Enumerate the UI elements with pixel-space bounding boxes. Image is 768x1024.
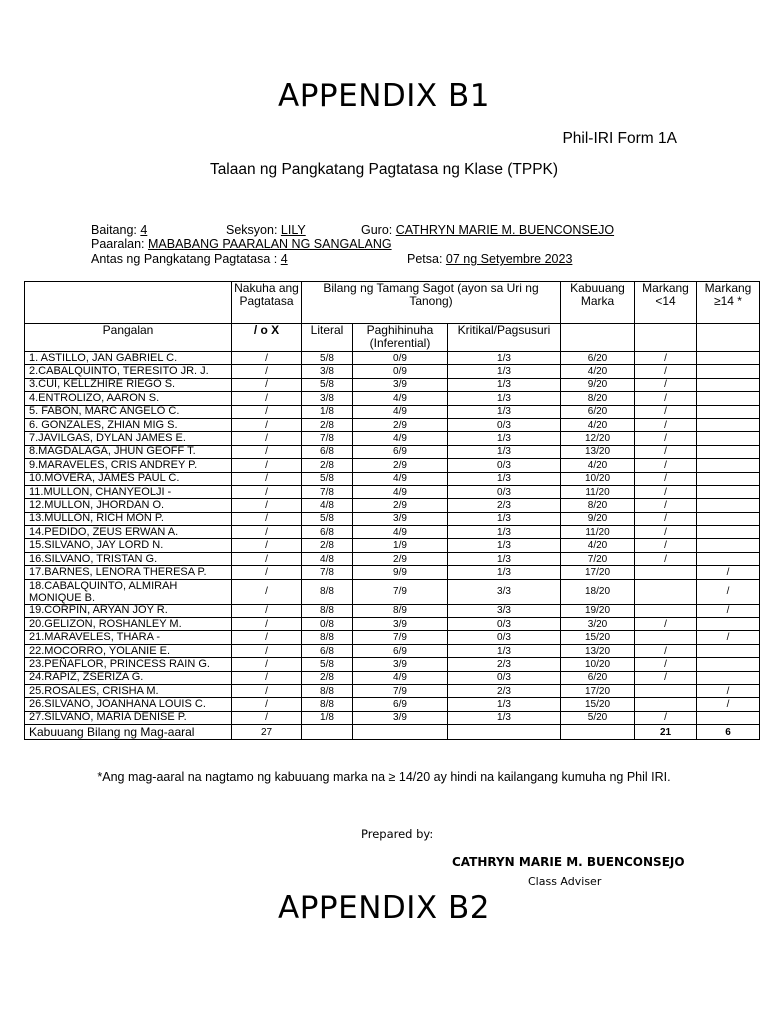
taken-mark: / [232,352,302,365]
critical-score: 3/3 [448,579,561,604]
grade-label: Baitang: [91,223,137,237]
total-score: 13/20 [561,445,635,458]
totals-cell-empty [302,725,353,740]
at-least-14-mark: / [697,566,760,579]
student-row [25,631,760,644]
literal-score: 4/8 [302,552,353,565]
inferential-score: 2/9 [353,418,448,431]
header-kritikal: Kritikal/Pagsusuri [448,324,561,352]
literal-score: 8/8 [302,579,353,604]
inferential-score: 4/9 [353,472,448,485]
header-markang-ge14: Markang ≥14 * [697,282,760,324]
appendix-b1-heading: APPENDIX B1 [278,78,490,114]
inferential-score: 2/9 [353,459,448,472]
critical-score: 0/3 [448,485,561,498]
critical-score: 1/3 [448,512,561,525]
literal-score: 6/8 [302,644,353,657]
total-score: 6/20 [561,671,635,684]
below-14-mark [635,698,697,711]
totals-cell-empty [448,725,561,740]
at-least-14-mark [697,644,760,657]
student-name: 21.MARAVELES, THARA - [25,631,232,644]
critical-score: 1/3 [448,566,561,579]
literal-score: 7/8 [302,566,353,579]
info-row-level [91,252,691,266]
at-least-14-mark [697,671,760,684]
inferential-score: 3/9 [353,618,448,631]
below-14-mark: / [635,485,697,498]
critical-score: 1/3 [448,472,561,485]
student-row [25,512,760,525]
inferential-score: 7/9 [353,631,448,644]
header-blank [25,282,232,324]
student-name: 3.CUI, KELLZHIRE RIEGO S. [25,378,232,391]
student-row [25,352,760,365]
taken-mark: / [232,378,302,391]
student-name: 14.PEDIDO, ZEUS ERWAN A. [25,526,232,539]
literal-score: 7/8 [302,432,353,445]
below-14-mark [635,604,697,617]
student-name: 4.ENTROLIZO, AARON S. [25,392,232,405]
total-score: 6/20 [561,352,635,365]
inferential-score: 3/9 [353,378,448,391]
literal-score: 5/8 [302,352,353,365]
adviser-name: CATHRYN MARIE M. BUENCONSEJO [452,855,685,869]
critical-score: 0/3 [448,418,561,431]
inferential-score: 4/9 [353,526,448,539]
critical-score: 0/3 [448,631,561,644]
at-least-14-mark [697,485,760,498]
school-value: MABABANG PAARALAN NG SANGALANG [148,237,392,251]
student-row [25,711,760,724]
taken-mark: / [232,644,302,657]
literal-score: 5/8 [302,472,353,485]
student-row [25,418,760,431]
taken-mark: / [232,405,302,418]
critical-score: 1/3 [448,365,561,378]
taken-mark: / [232,472,302,485]
below-14-mark [635,631,697,644]
literal-score: 3/8 [302,392,353,405]
taken-mark: / [232,711,302,724]
at-least-14-mark [697,472,760,485]
total-score: 15/20 [561,631,635,644]
taken-mark: / [232,445,302,458]
taken-mark: / [232,552,302,565]
student-row [25,459,760,472]
total-score: 18/20 [561,579,635,604]
at-least-14-mark [697,459,760,472]
total-score: 4/20 [561,365,635,378]
student-row [25,644,760,657]
critical-score: 1/3 [448,552,561,565]
taken-mark: / [232,526,302,539]
total-score: 10/20 [561,472,635,485]
taken-mark: / [232,418,302,431]
taken-mark: / [232,618,302,631]
critical-score: 2/3 [448,684,561,697]
totals-cell-empty [561,725,635,740]
critical-score: 0/3 [448,618,561,631]
student-name: 25.ROSALES, CRISHA M. [25,684,232,697]
critical-score: 2/3 [448,499,561,512]
student-row [25,378,760,391]
student-name: 20.GELIZON, ROSHANLEY M. [25,618,232,631]
student-row [25,618,760,631]
prepared-by-label: Prepared by: [361,827,434,841]
taken-mark: / [232,566,302,579]
student-row [25,445,760,458]
inferential-score: 6/9 [353,445,448,458]
literal-score: 5/8 [302,512,353,525]
literal-score: 1/8 [302,405,353,418]
student-name: 10.MOVERA, JAMES PAUL C. [25,472,232,485]
form-code: Phil-IRI Form 1A [562,130,677,147]
school-label: Paaralan: [91,237,145,251]
student-row [25,658,760,671]
at-least-14-mark [697,352,760,365]
at-least-14-mark [697,539,760,552]
critical-score: 1/3 [448,698,561,711]
total-score: 11/20 [561,526,635,539]
at-least-14-mark: / [697,604,760,617]
student-name: 18.CABALQUINTO, ALMIRAH MONIQUE B. [25,579,232,604]
student-row [25,604,760,617]
student-name: 12.MULLON, JHORDAN O. [25,499,232,512]
date-label: Petsa: [407,252,443,266]
header-paghihinuha: Paghihinuha (Inferential) [353,324,448,352]
literal-score: 6/8 [302,445,353,458]
teacher-value: CATHRYN MARIE M. BUENCONSEJO [395,223,615,237]
total-score: 3/20 [561,618,635,631]
at-least-14-mark [697,365,760,378]
student-name: 16.SILVANO, TRISTAN G. [25,552,232,565]
totals-ge14: 6 [697,725,760,740]
level-label: Antas ng Pangkatang Pagtatasa : [91,252,278,266]
inferential-score: 7/9 [353,579,448,604]
totals-row [25,725,760,740]
header-blank [697,324,760,352]
total-score: 17/20 [561,684,635,697]
literal-score: 3/8 [302,365,353,378]
below-14-mark [635,566,697,579]
total-score: 13/20 [561,644,635,657]
below-14-mark [635,579,697,604]
inferential-score: 3/9 [353,512,448,525]
footnote: *Ang mag-aaral na nagtamo ng kabuuang marka na ≥ 14/20 ay hindi na kailangang kumuha ng Phil IRI. [97,770,671,784]
below-14-mark: / [635,711,697,724]
at-least-14-mark [697,526,760,539]
below-14-mark: / [635,472,697,485]
inferential-score: 2/9 [353,499,448,512]
header-bilang: Bilang ng Tamang Sagot (ayon sa Uri ng Tanong) [302,282,561,324]
taken-mark: / [232,604,302,617]
below-14-mark [635,684,697,697]
literal-score: 4/8 [302,499,353,512]
student-name: 13.MULLON, RICH MON P. [25,512,232,525]
below-14-mark: / [635,392,697,405]
below-14-mark: / [635,526,697,539]
student-row [25,579,760,604]
taken-mark: / [232,579,302,604]
taken-mark: / [232,684,302,697]
below-14-mark: / [635,418,697,431]
header-o-x: / o X [232,324,302,352]
taken-mark: / [232,432,302,445]
inferential-score: 4/9 [353,432,448,445]
header-nakuha: Nakuha ang Pagtatasa [232,282,302,324]
student-row [25,432,760,445]
header-literal: Literal [302,324,353,352]
literal-score: 5/8 [302,658,353,671]
adviser-role: Class Adviser [528,875,602,888]
literal-score: 2/8 [302,539,353,552]
level-field [91,252,288,266]
below-14-mark: / [635,658,697,671]
student-name: 23.PEÑAFLOR, PRINCESS RAIN G. [25,658,232,671]
inferential-score: 8/9 [353,604,448,617]
student-row [25,392,760,405]
at-least-14-mark: / [697,631,760,644]
header-markang-lt14: Markang <14 [635,282,697,324]
literal-score: 8/8 [302,684,353,697]
critical-score: 1/3 [448,711,561,724]
literal-score: 8/8 [302,631,353,644]
at-least-14-mark [697,392,760,405]
student-row [25,671,760,684]
inferential-score: 6/9 [353,644,448,657]
student-name: 27.SILVANO, MARIA DENISE P. [25,711,232,724]
below-14-mark: / [635,644,697,657]
at-least-14-mark [697,418,760,431]
at-least-14-mark [697,552,760,565]
taken-mark: / [232,658,302,671]
at-least-14-mark: / [697,684,760,697]
total-score: 9/20 [561,378,635,391]
literal-score: 6/8 [302,526,353,539]
header-blank [635,324,697,352]
student-name: 7.JAVILGAS, DYLAN JAMES E. [25,432,232,445]
at-least-14-mark [697,378,760,391]
section-label: Seksyon: [226,223,278,237]
student-name: 24.RAPIZ, ZSERIZA G. [25,671,232,684]
student-row [25,405,760,418]
header-kabuuang: Kabuuang Marka [561,282,635,324]
total-score: 6/20 [561,405,635,418]
level-value: 4 [280,252,288,266]
total-score: 4/20 [561,539,635,552]
critical-score: 1/3 [448,539,561,552]
critical-score: 3/3 [448,604,561,617]
below-14-mark: / [635,459,697,472]
inferential-score: 0/9 [353,352,448,365]
taken-mark: / [232,631,302,644]
inferential-score: 7/9 [353,684,448,697]
inferential-score: 3/9 [353,658,448,671]
total-score: 4/20 [561,418,635,431]
literal-score: 2/8 [302,671,353,684]
student-row [25,526,760,539]
student-row [25,365,760,378]
critical-score: 1/3 [448,445,561,458]
inferential-score: 4/9 [353,485,448,498]
inferential-score: 4/9 [353,392,448,405]
totals-taken: 27 [232,725,302,740]
total-score: 19/20 [561,604,635,617]
info-row-school [91,237,392,251]
at-least-14-mark [697,658,760,671]
inferential-score: 9/9 [353,566,448,579]
student-name: 19.CORPIN, ARYAN JOY R. [25,604,232,617]
at-least-14-mark: / [697,698,760,711]
date-value: 07 ng Setyembre 2023 [445,252,573,266]
literal-score: 2/8 [302,418,353,431]
student-row [25,552,760,565]
critical-score: 1/3 [448,392,561,405]
literal-score: 5/8 [302,378,353,391]
student-row [25,566,760,579]
below-14-mark: / [635,405,697,418]
teacher-label: Guro: [361,223,393,237]
totals-lt14: 21 [635,725,697,740]
literal-score: 7/8 [302,485,353,498]
total-score: 7/20 [561,552,635,565]
total-score: 4/20 [561,459,635,472]
literal-score: 8/8 [302,698,353,711]
inferential-score: 3/9 [353,711,448,724]
student-row [25,472,760,485]
total-score: 10/20 [561,658,635,671]
critical-score: 1/3 [448,526,561,539]
below-14-mark: / [635,539,697,552]
inferential-score: 2/9 [353,552,448,565]
total-score: 9/20 [561,512,635,525]
student-row [25,684,760,697]
student-name: 17.BARNES, LENORA THERESA P. [25,566,232,579]
total-score: 8/20 [561,392,635,405]
at-least-14-mark [697,445,760,458]
at-least-14-mark [697,512,760,525]
student-name: 6. GONZALES, ZHIAN MIG S. [25,418,232,431]
student-name: 9.MARAVELES, CRIS ANDREY P. [25,459,232,472]
literal-score: 0/8 [302,618,353,631]
grade-field [91,223,147,237]
at-least-14-mark [697,405,760,418]
student-row [25,539,760,552]
teacher-field [361,223,614,237]
taken-mark: / [232,671,302,684]
totals-label: Kabuuang Bilang ng Mag-aaral [25,725,232,740]
critical-score: 0/3 [448,671,561,684]
student-name: 2.CABALQUINTO, TERESITO JR. J. [25,365,232,378]
below-14-mark: / [635,499,697,512]
student-row [25,698,760,711]
critical-score: 0/3 [448,459,561,472]
at-least-14-mark [697,432,760,445]
taken-mark: / [232,365,302,378]
below-14-mark: / [635,618,697,631]
date-field [407,252,572,266]
critical-score: 1/3 [448,644,561,657]
at-least-14-mark [697,499,760,512]
critical-score: 1/3 [448,378,561,391]
critical-score: 1/3 [448,405,561,418]
student-name: 26.SILVANO, JOANHANA LOUIS C. [25,698,232,711]
total-score: 17/20 [561,566,635,579]
taken-mark: / [232,485,302,498]
student-row [25,485,760,498]
critical-score: 2/3 [448,658,561,671]
student-name: 5. FABON, MARC ANGELO C. [25,405,232,418]
total-score: 8/20 [561,499,635,512]
below-14-mark: / [635,671,697,684]
at-least-14-mark: / [697,579,760,604]
below-14-mark: / [635,432,697,445]
literal-score: 1/8 [302,711,353,724]
student-name: 11.MULLON, CHANYEOLJI - [25,485,232,498]
header-pangalan: Pangalan [25,324,232,352]
below-14-mark: / [635,365,697,378]
taken-mark: / [232,459,302,472]
total-score: 5/20 [561,711,635,724]
info-row-grade [91,223,691,237]
total-score: 12/20 [561,432,635,445]
taken-mark: / [232,539,302,552]
student-name: 1. ASTILLO, JAN GABRIEL C. [25,352,232,365]
appendix-b2-heading: APPENDIX B2 [278,890,490,926]
below-14-mark: / [635,512,697,525]
taken-mark: / [232,499,302,512]
at-least-14-mark [697,618,760,631]
taken-mark: / [232,512,302,525]
section-value: LILY [280,223,306,237]
document-title: Talaan ng Pangkatang Pagtatasa ng Klase (TPPK) [209,161,559,178]
below-14-mark: / [635,378,697,391]
section-field [226,223,306,237]
critical-score: 1/3 [448,352,561,365]
header-blank [561,324,635,352]
inferential-score: 4/9 [353,405,448,418]
total-score: 15/20 [561,698,635,711]
grade-value: 4 [140,223,148,237]
student-name: 22.MOCORRO, YOLANIE E. [25,644,232,657]
taken-mark: / [232,392,302,405]
literal-score: 8/8 [302,604,353,617]
student-name: 15.SILVANO, JAY LORD N. [25,539,232,552]
below-14-mark: / [635,552,697,565]
tppk-table [24,281,760,740]
inferential-score: 0/9 [353,365,448,378]
at-least-14-mark [697,711,760,724]
inferential-score: 1/9 [353,539,448,552]
below-14-mark: / [635,352,697,365]
total-score: 11/20 [561,485,635,498]
literal-score: 2/8 [302,459,353,472]
totals-cell-empty [353,725,448,740]
student-name: 8.MAGDALAGA, JHUN GEOFF T. [25,445,232,458]
below-14-mark: / [635,445,697,458]
student-row [25,499,760,512]
taken-mark: / [232,698,302,711]
critical-score: 1/3 [448,432,561,445]
inferential-score: 6/9 [353,698,448,711]
inferential-score: 4/9 [353,671,448,684]
